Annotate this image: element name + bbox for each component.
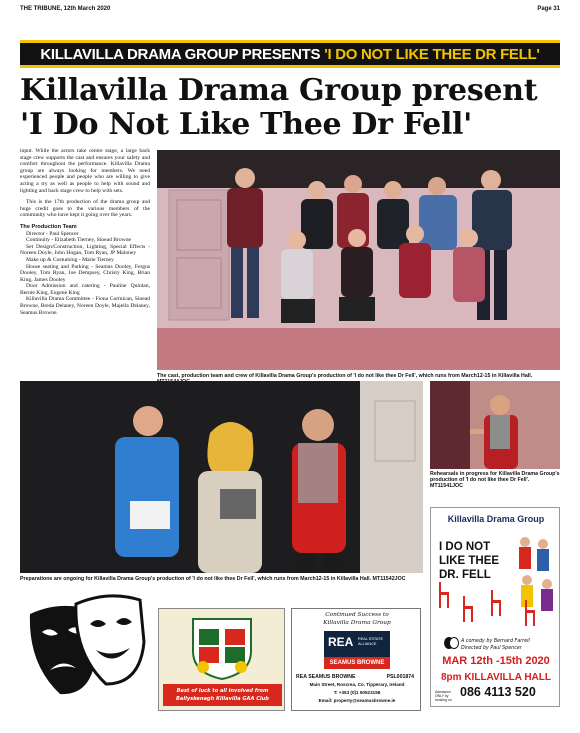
credit-line: Continuity - Elizabeth Tierney, Sinead Browne — [26, 237, 131, 244]
credit-line: Make up & Costuming - Marie Tierney — [26, 256, 114, 263]
rea-logo-sub — [358, 637, 383, 647]
show-title — [439, 540, 519, 582]
side-rehearsal-photo — [430, 381, 560, 469]
headline: Killavilla Drama Group present 'I Do Not Like Thee Dr Fell' — [20, 73, 538, 142]
rea-address: Main Street, Roscrea, Co. Tipperary, Ireland — [309, 682, 405, 687]
rea-tagline: Killavilla Drama Group — [323, 620, 391, 626]
credit-line: House seating and Parking - Seamus Dooley, Fergus Dooley, Tom Ryan, Joe Dempsey, Christy King, Brian King, James Dooley — [20, 263, 150, 283]
rea-logo-sub-line: ALLIANCE — [358, 642, 377, 646]
show-title-line: LIKE THEE — [439, 555, 500, 567]
rea-logo-sub-line: REAL ESTATE — [358, 637, 384, 641]
banner-show-title: 'I DO NOT LIKE THEE DR FELL' — [324, 45, 540, 63]
masthead-page: Page 31 — [537, 6, 560, 12]
rehearsal-photo — [20, 381, 423, 573]
comedy-tragedy-masks-icon — [20, 584, 151, 711]
cast-photo-illustration — [157, 150, 560, 370]
play-dates: MAR 12th -15th 2020 — [442, 655, 550, 667]
rehearsal-photo-illustration — [20, 381, 423, 573]
main-photo-caption: The cast, production team and crew of Killavilla Drama Group's production of 'I do not like thee Dr Fell', which runs from March12-15 in Killavilla Hall. — [157, 373, 533, 379]
admission-note: Admission ONLY by booking on — [435, 690, 452, 702]
play-time-venue: 8pm KILLAVILLA HALL — [441, 672, 551, 683]
rehearsal-photo-caption: Preparations are ongoing for Killavilla Drama Group's production of 'I do not like thee Dr Fell', which runs from March12-15 in Killavilla Hall. MT11542JOC — [20, 576, 406, 582]
section-banner — [20, 40, 560, 68]
article-body — [20, 148, 150, 316]
play-director: Directed by Paul Spencer — [461, 646, 522, 651]
play-advert — [430, 507, 560, 707]
side-photo-illustration — [430, 381, 560, 469]
banner-text: KILLAVILLA DRAMA GROUP PRESENTS — [40, 45, 321, 63]
credit-line: Door Admission and catering - Pauline Quinlan, Bernie King, Eugene King — [20, 283, 150, 296]
show-title-line: I DO NOT — [439, 541, 491, 553]
side-photo-caption: Rehearsals in progress for Killavilla Drama Group's production of 'I do not like thee Dr Fell'. MT11541JOC — [430, 471, 560, 489]
chairs-icon — [435, 582, 561, 636]
gaa-club-advert — [158, 608, 285, 711]
booking-phone: 086 4113 520 — [460, 685, 536, 699]
masthead — [20, 4, 560, 16]
estate-agent-advert — [291, 608, 421, 711]
rea-email: Email: property@seamusbrowne.ie — [318, 698, 396, 703]
show-title-line: DR. FELL — [439, 569, 491, 581]
theatre-masks-icon — [443, 636, 459, 650]
article-paragraph: input. While the actors take centre stage, a large back stage crew supports the cast and ensures your safety and comfort throughout the performance. Killavilla Drama group are always looking for members. We need experienced people and people who are willing to give acting a try as well as people to help with sound and lighting and back stage crew to help with sets. — [20, 148, 150, 194]
gaa-message: Best of luck to all involved from Ballyskenagh Killavilla GAA Club — [163, 684, 282, 706]
rea-tagline: Continued Success to — [325, 612, 389, 618]
production-team-heading: The Production Team — [20, 223, 77, 230]
credit-line: Killavilla Drama Committee - Fiona Cormican, Sinead Browne, Breda Delaney, Noreen Doyle, Majella Delaney, Seamus Browne. — [20, 296, 150, 316]
play-author: A comedy by Bernard Farrell — [461, 639, 530, 644]
article-paragraph: This is the 17th production of the drama group and huge credit goes to the various members of the community who have kept it going over the years. — [20, 199, 150, 219]
rea-logo — [324, 631, 390, 669]
rea-name: REA SEAMUS BROWNE — [296, 674, 356, 680]
rea-licence: PSL001874 — [386, 674, 414, 680]
credit-line: Director - Paul Spencer — [26, 230, 79, 237]
credit-line: Set Design/Construction, Lighting, Special Effects - Noreen Doyle, John Hogan, Tom Ryan, JP Maloney — [20, 243, 150, 257]
cast-photo — [157, 150, 560, 370]
gaa-crest-icon — [187, 615, 257, 681]
drama-group-logo-text: Killavilla Drama Group — [447, 514, 545, 524]
rea-logo-brand: SEAMUS BROWNE — [324, 657, 390, 669]
masthead-paper: THE TRIBUNE, 12th March 2020 — [20, 6, 111, 12]
rea-logo-word: REA — [328, 635, 354, 649]
rea-phone: T: +353 (0)1 50523158 — [333, 690, 381, 695]
theatre-masks-graphic — [20, 584, 151, 711]
